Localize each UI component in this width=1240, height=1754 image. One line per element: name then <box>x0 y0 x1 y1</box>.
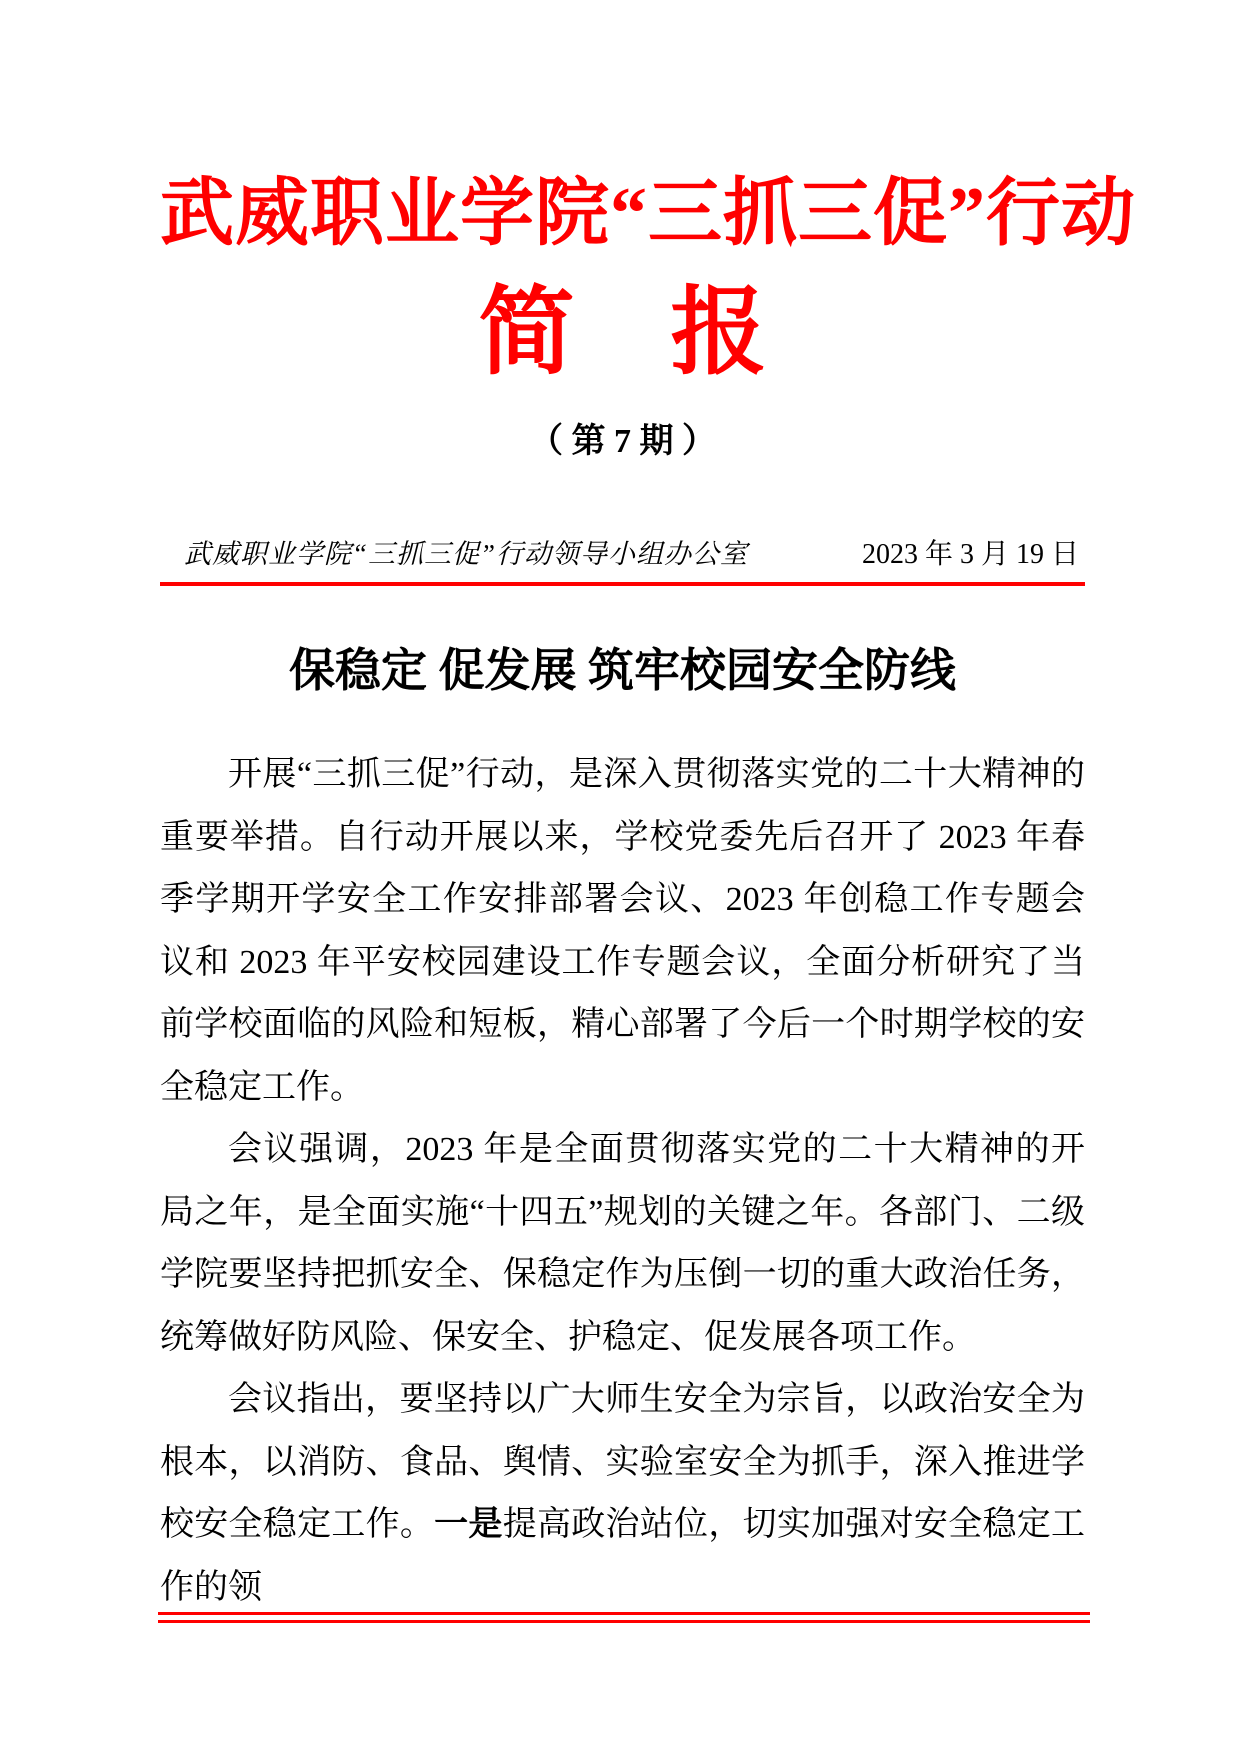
bottom-double-rule <box>158 1612 1090 1623</box>
paragraph-3-bold-marker: 一是 <box>434 1506 503 1543</box>
paragraph-3-text-cont: 提高政治站位，切实加强对安全稳定工作的领 <box>160 1506 1086 1606</box>
paragraph-1: 开展“三抓三促”行动，是深入贯彻落实党的二十大精神的重要举措。自行动开展以来，学校党委先后召开了 2023 年春季学期开学安全工作安排部署会议、2023 年创稳工作专题会议和 2023 年平安校园建设工作专题会议，全面分析研究了当前学校面临的风险和短板，精心部署了今后一个时期学校的安全稳定工作。 <box>160 756 1085 1106</box>
article <box>160 642 1085 1619</box>
issuer-name: 武威职业学院“三抓三促”行动领导小组办公室 <box>184 539 749 569</box>
paragraph-3-text: 会议指出，要坚持以广大师生安全为宗旨，以政治安全为根本，以消防、食品、舆情、实验室安全为抓手，深入推进学校安全稳定工作。 <box>160 1381 1085 1543</box>
paragraph-2: 会议强调，2023 年是全面贯彻落实党的二十大精神的开局之年，是全面实施“十四五”规划的关键之年。各部门、二级学院要坚持把抓安全、保稳定作为压倒一切的重大政治任务，统筹做好防风险、保安全、护稳定、促发展各项工作。 <box>160 1131 1085 1356</box>
masthead <box>160 0 1136 586</box>
article-heading: 保稳定 促发展 筑牢校园安全防线 <box>289 645 956 696</box>
issue-number: （ 第 7 期 ） <box>529 423 716 460</box>
page-content <box>160 0 1136 1619</box>
masthead-title-line1: 武威职业学院“三抓三促”行动 <box>160 173 1136 255</box>
issuer-row <box>160 532 1085 586</box>
article-body <box>160 744 1085 1619</box>
issue-date: 2023 年 3 月 19 日 <box>861 539 1079 570</box>
paragraph-3 <box>160 1369 1085 1619</box>
masthead-title-line2: 简 报 <box>478 279 767 386</box>
